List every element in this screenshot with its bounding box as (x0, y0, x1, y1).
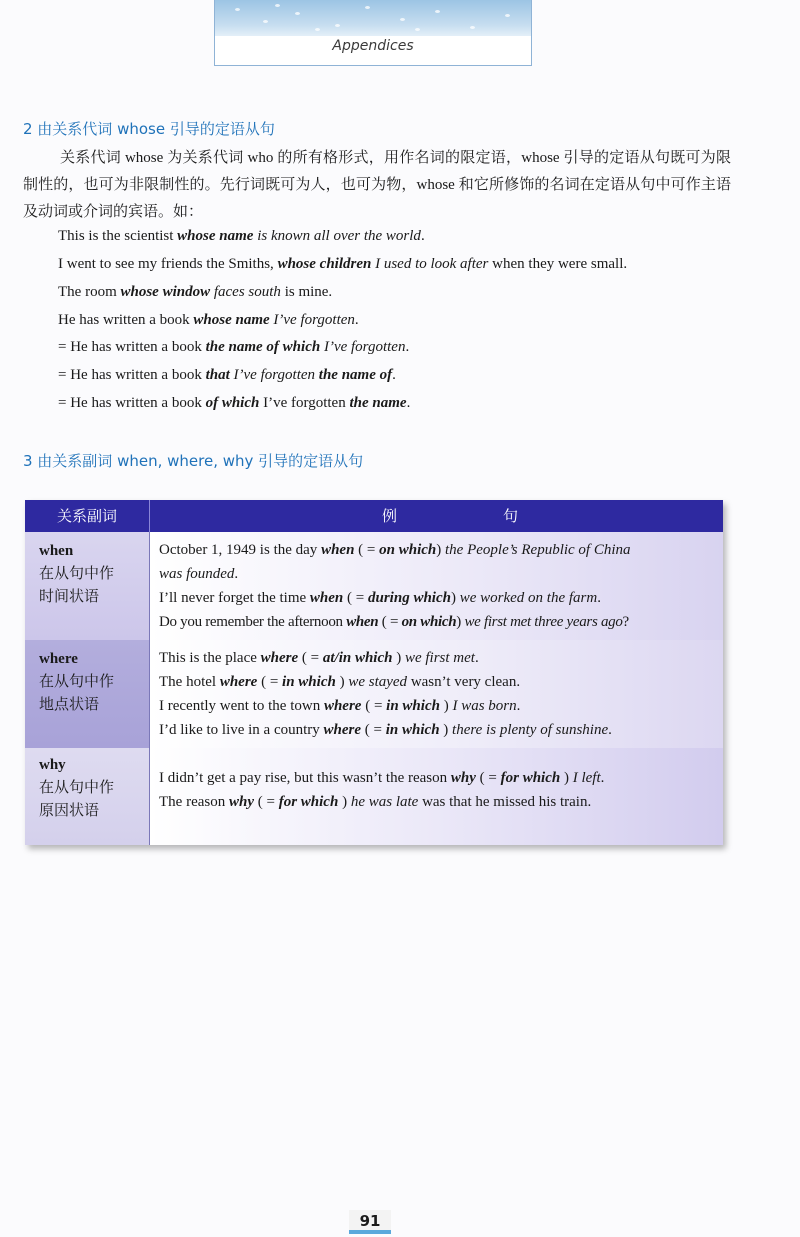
table-sentence: This is the place where ( = at/in which ) we first met. (159, 650, 479, 666)
table-sentence: I’ll never forget the time when ( = during which) we worked on the farm. (159, 590, 601, 606)
example-sentence: This is the scientist whose name is known all over the world. (58, 228, 425, 244)
table-sentence: Do you remember the afternoon when ( = on which) we first met three years ago? (159, 614, 629, 630)
header-example-char-2: 句 (503, 507, 519, 525)
table-row-where (25, 640, 723, 748)
section-2-paragraph: 关系代词 whose 为关系代词 who 的所有格形式，用作名词的限定语，whose 引导的定语从句既可为限制性的，也可为非限制性的。先行词既可为人，也可为物，whose 和它所修饰的名词在定语从句中可作主语及动词或介词的宾语。如： (23, 150, 731, 220)
table-sentence: I didn’t get a pay rise, but this wasn’t the reason why ( = for which ) I left. (159, 770, 605, 786)
example-sentence: I went to see my friends the Smiths, whose children I used to look after when they were small. (58, 256, 628, 272)
table-sentence: was founded. (159, 566, 239, 582)
header-example-char-1: 例 (382, 507, 398, 525)
table-sentence: The hotel where ( = in which ) we stayed wasn’t very clean. (159, 674, 521, 690)
table-sentence: October 1, 1949 is the day when ( = on which) the People’s Republic of China (159, 542, 631, 558)
example-sentence: = He has written a book the name of which I’ve forgotten. (58, 339, 410, 355)
example-sentence: = He has written a book of which I’ve forgotten the name. (58, 395, 411, 411)
row-label: when 在从句中作 时间状语 (39, 543, 115, 605)
row-label: why 在从句中作 原因状语 (39, 757, 115, 819)
header-water-image (215, 0, 531, 36)
table-sentence: The reason why ( = for which ) he was late was that he missed his train. (159, 794, 592, 810)
table-row-when (25, 532, 723, 640)
page-number: 91 (349, 1210, 391, 1234)
header-relative-adverb: 关系副词 (25, 500, 150, 532)
header-label: Appendices (332, 38, 414, 54)
table-header (25, 500, 723, 532)
table-sentence: I’d like to live in a country where ( = in which ) there is plenty of sunshine. (159, 722, 612, 738)
section-2-title: 2 由关系代词 whose 引导的定语从句 (23, 120, 275, 138)
table-sentence: I recently went to the town where ( = in which ) I was born. (159, 698, 521, 714)
example-sentence: = He has written a book that I’ve forgotten the name of. (58, 367, 396, 383)
appendices-header-tab (214, 0, 532, 66)
relative-adverb-table (25, 500, 723, 845)
example-sentence: The room whose window faces south is mine. (58, 284, 333, 300)
table-row-why (25, 748, 723, 845)
section-3-title: 3 由关系副词 when, where, why 引导的定语从句 (23, 452, 364, 470)
row-label: where 在从句中作 地点状语 (39, 651, 115, 713)
example-sentence: He has written a book whose name I’ve forgotten. (58, 312, 359, 328)
